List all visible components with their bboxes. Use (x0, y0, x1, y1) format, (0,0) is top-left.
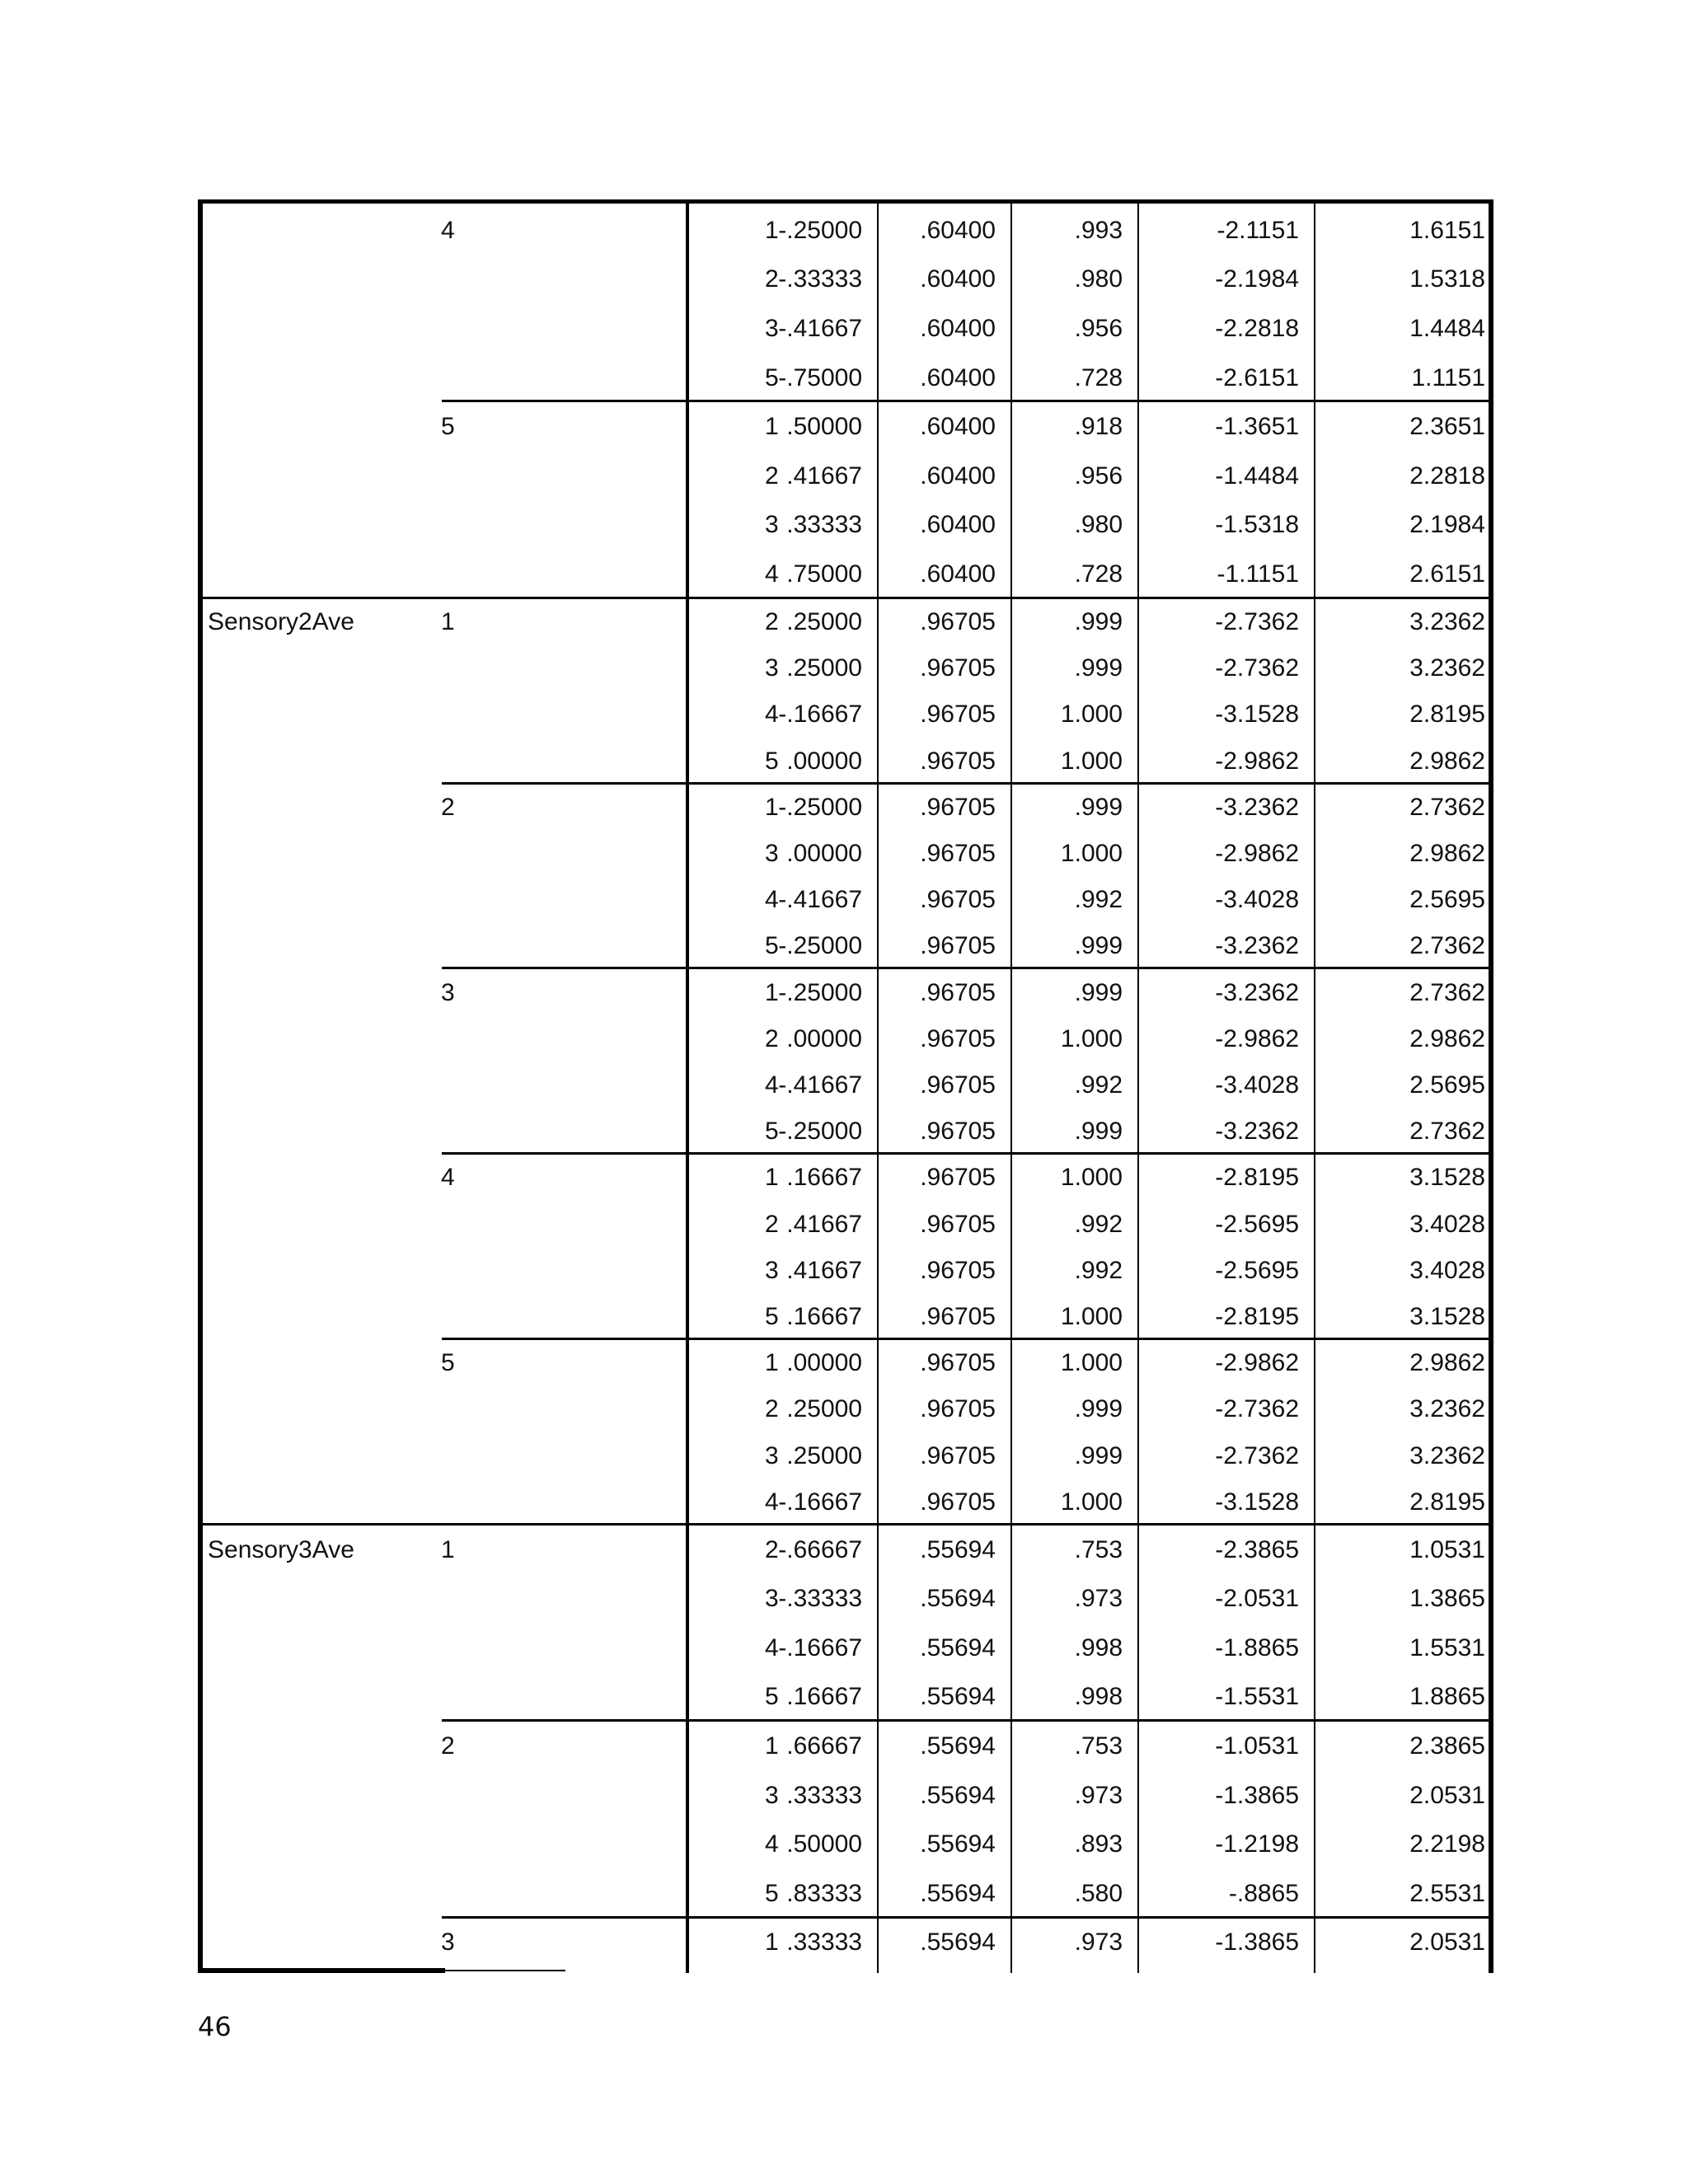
upper-bound: 2.7362 (1409, 793, 1485, 821)
j-level: 4 (765, 1488, 779, 1516)
lower-bound: -.8865 (1228, 1879, 1299, 1907)
j-level: 3 (765, 315, 779, 342)
lower-bound: -2.7362 (1215, 1441, 1299, 1469)
upper-bound: 2.9862 (1409, 1024, 1485, 1052)
std-error: .96705 (920, 654, 996, 682)
j-level: 3 (765, 1256, 779, 1284)
std-error: .55694 (920, 1585, 996, 1613)
std-error: .55694 (920, 1633, 996, 1661)
upper-bound: 2.9862 (1409, 839, 1485, 867)
block-divider (442, 1152, 1493, 1155)
lower-bound: -2.8195 (1215, 1302, 1299, 1330)
lower-bound: -3.2362 (1215, 932, 1299, 960)
j-level: 5 (765, 747, 779, 775)
j-level: 3 (765, 654, 779, 682)
upper-bound: 1.1151 (1411, 363, 1485, 391)
upper-bound: 1.5531 (1409, 1633, 1485, 1661)
std-error: .96705 (920, 978, 996, 1006)
lower-bound: -1.3651 (1215, 413, 1299, 441)
std-error: .96705 (920, 1302, 996, 1330)
mean-difference: -.25000 (778, 978, 862, 1006)
significance: .973 (1074, 1781, 1123, 1809)
significance: .999 (1074, 978, 1123, 1006)
j-level: 2 (765, 607, 779, 635)
mean-difference: .41667 (786, 1210, 862, 1238)
j-level: 5 (765, 1683, 779, 1711)
mean-difference: .33333 (786, 1929, 862, 1957)
lower-bound: -3.4028 (1215, 1071, 1299, 1099)
j-level: 1 (765, 1164, 779, 1192)
significance: .998 (1074, 1633, 1123, 1661)
std-error: .96705 (920, 747, 996, 775)
block-divider (442, 1338, 1493, 1340)
table-column-divider (686, 199, 689, 1973)
upper-bound: 1.0531 (1409, 1535, 1485, 1563)
lower-bound: -3.2362 (1215, 793, 1299, 821)
std-error: .55694 (920, 1781, 996, 1809)
std-error: .96705 (920, 1395, 996, 1423)
j-level: 2 (765, 1024, 779, 1052)
j-level: 1 (765, 1929, 779, 1957)
std-error: .55694 (920, 1732, 996, 1760)
table-column-divider (198, 199, 203, 1973)
std-error: .60400 (920, 315, 996, 342)
significance: 1.000 (1060, 839, 1123, 867)
i-level: 1 (441, 607, 455, 635)
lower-bound: -3.4028 (1215, 886, 1299, 914)
table-column-divider (1010, 199, 1012, 1973)
upper-bound: 1.8865 (1409, 1683, 1485, 1711)
mean-difference: .41667 (786, 1256, 862, 1284)
table-column-divider (1489, 199, 1493, 1973)
lower-bound: -1.0531 (1215, 1732, 1299, 1760)
j-level: 4 (765, 560, 779, 588)
std-error: .96705 (920, 1441, 996, 1469)
group-label: Sensory3Ave (208, 1535, 354, 1563)
lower-bound: -1.8865 (1215, 1633, 1299, 1661)
mean-difference: .41667 (786, 462, 862, 490)
j-level: 3 (765, 511, 779, 539)
group-divider (198, 1523, 1493, 1526)
upper-bound: 2.5695 (1409, 886, 1485, 914)
mean-difference: -.33333 (778, 265, 862, 293)
i-level: 5 (441, 1349, 455, 1377)
mean-difference: .33333 (786, 1781, 862, 1809)
significance: .992 (1074, 1256, 1123, 1284)
upper-bound: 1.5318 (1409, 265, 1485, 293)
upper-bound: 3.1528 (1409, 1164, 1485, 1192)
j-level: 4 (765, 1830, 779, 1858)
j-level: 5 (765, 1879, 779, 1907)
j-level: 1 (765, 413, 779, 441)
j-level: 2 (765, 462, 779, 490)
std-error: .96705 (920, 1164, 996, 1192)
mean-difference: -.33333 (778, 1585, 862, 1613)
table-column-divider (877, 199, 879, 1973)
upper-bound: 2.7362 (1409, 978, 1485, 1006)
significance: .580 (1074, 1879, 1123, 1907)
lower-bound: -1.2198 (1215, 1830, 1299, 1858)
significance: .753 (1074, 1732, 1123, 1760)
std-error: .96705 (920, 932, 996, 960)
j-level: 2 (765, 1210, 779, 1238)
mean-difference: -.66667 (778, 1535, 862, 1563)
lower-bound: -1.4484 (1215, 462, 1299, 490)
upper-bound: 2.1984 (1409, 511, 1485, 539)
mean-difference: -.25000 (778, 793, 862, 821)
std-error: .96705 (920, 1118, 996, 1146)
std-error: .96705 (920, 1256, 996, 1284)
page-number: 46 (198, 2011, 232, 2042)
significance: .973 (1074, 1929, 1123, 1957)
upper-bound: 3.1528 (1409, 1302, 1485, 1330)
j-level: 5 (765, 1118, 779, 1146)
block-divider (442, 782, 1493, 785)
mean-difference: .25000 (786, 1441, 862, 1469)
significance: .728 (1074, 363, 1123, 391)
mean-difference: .75000 (786, 560, 862, 588)
lower-bound: -2.8195 (1215, 1164, 1299, 1192)
j-level: 1 (765, 978, 779, 1006)
block-divider (442, 1719, 1493, 1722)
lower-bound: -3.1528 (1215, 701, 1299, 729)
significance: 1.000 (1060, 701, 1123, 729)
lower-bound: -2.9862 (1215, 1349, 1299, 1377)
lower-bound: -2.6151 (1215, 363, 1299, 391)
j-level: 2 (765, 265, 779, 293)
significance: .956 (1074, 462, 1123, 490)
significance: .893 (1074, 1830, 1123, 1858)
upper-bound: 1.4484 (1409, 315, 1485, 342)
block-divider (442, 1970, 565, 1971)
upper-bound: 3.2362 (1409, 654, 1485, 682)
upper-bound: 2.9862 (1409, 1349, 1485, 1377)
lower-bound: -2.9862 (1215, 839, 1299, 867)
lower-bound: -2.5695 (1215, 1210, 1299, 1238)
table-bottom-border (198, 1968, 445, 1973)
upper-bound: 1.3865 (1409, 1585, 1485, 1613)
table-column-divider (1314, 199, 1315, 1973)
std-error: .55694 (920, 1830, 996, 1858)
mean-difference: -.25000 (778, 216, 862, 244)
mean-difference: .00000 (786, 839, 862, 867)
significance: .973 (1074, 1585, 1123, 1613)
upper-bound: 2.6151 (1409, 560, 1485, 588)
lower-bound: -3.2362 (1215, 1118, 1299, 1146)
lower-bound: -3.1528 (1215, 1488, 1299, 1516)
lower-bound: -2.3865 (1215, 1535, 1299, 1563)
j-level: 1 (765, 1349, 779, 1377)
significance: .999 (1074, 932, 1123, 960)
j-level: 3 (765, 1585, 779, 1613)
upper-bound: 3.4028 (1409, 1256, 1485, 1284)
mean-difference: -.25000 (778, 932, 862, 960)
significance: 1.000 (1060, 747, 1123, 775)
i-level: 5 (441, 413, 455, 441)
i-level: 2 (441, 793, 455, 821)
upper-bound: 2.9862 (1409, 747, 1485, 775)
j-level: 1 (765, 1732, 779, 1760)
std-error: .60400 (920, 511, 996, 539)
std-error: .60400 (920, 216, 996, 244)
lower-bound: -3.2362 (1215, 978, 1299, 1006)
mean-difference: .33333 (786, 511, 862, 539)
mean-difference: .50000 (786, 1830, 862, 1858)
std-error: .96705 (920, 839, 996, 867)
upper-bound: 2.7362 (1409, 932, 1485, 960)
j-level: 1 (765, 793, 779, 821)
lower-bound: -2.2818 (1215, 315, 1299, 342)
group-divider (198, 597, 1493, 599)
mean-difference: -.16667 (778, 701, 862, 729)
std-error: .60400 (920, 413, 996, 441)
lower-bound: -2.7362 (1215, 1395, 1299, 1423)
significance: .999 (1074, 793, 1123, 821)
significance: .999 (1074, 654, 1123, 682)
block-divider (442, 967, 1493, 969)
significance: .980 (1074, 511, 1123, 539)
j-level: 1 (765, 216, 779, 244)
lower-bound: -1.5531 (1215, 1683, 1299, 1711)
significance: .728 (1074, 560, 1123, 588)
significance: 1.000 (1060, 1164, 1123, 1192)
mean-difference: -.41667 (778, 315, 862, 342)
std-error: .96705 (920, 1210, 996, 1238)
table-column-divider (1137, 199, 1139, 1973)
upper-bound: 2.5695 (1409, 1071, 1485, 1099)
j-level: 5 (765, 1302, 779, 1330)
mean-difference: .00000 (786, 1024, 862, 1052)
significance: .918 (1074, 413, 1123, 441)
mean-difference: .16667 (786, 1302, 862, 1330)
significance: 1.000 (1060, 1024, 1123, 1052)
significance: .992 (1074, 886, 1123, 914)
j-level: 4 (765, 886, 779, 914)
mean-difference: .16667 (786, 1683, 862, 1711)
j-level: 3 (765, 1441, 779, 1469)
mean-difference: .66667 (786, 1732, 862, 1760)
lower-bound: -2.9862 (1215, 747, 1299, 775)
upper-bound: 2.7362 (1409, 1118, 1485, 1146)
j-level: 4 (765, 1071, 779, 1099)
std-error: .60400 (920, 265, 996, 293)
std-error: .96705 (920, 886, 996, 914)
upper-bound: 2.8195 (1409, 701, 1485, 729)
lower-bound: -2.0531 (1215, 1585, 1299, 1613)
std-error: .96705 (920, 701, 996, 729)
lower-bound: -2.1151 (1217, 216, 1299, 244)
std-error: .96705 (920, 1349, 996, 1377)
upper-bound: 2.3865 (1409, 1732, 1485, 1760)
mean-difference: -.16667 (778, 1633, 862, 1661)
i-level: 3 (441, 978, 455, 1006)
j-level: 2 (765, 1395, 779, 1423)
std-error: .55694 (920, 1879, 996, 1907)
lower-bound: -1.1151 (1217, 560, 1299, 588)
std-error: .96705 (920, 1488, 996, 1516)
std-error: .55694 (920, 1535, 996, 1563)
significance: .999 (1074, 1118, 1123, 1146)
std-error: .96705 (920, 607, 996, 635)
significance: .999 (1074, 1441, 1123, 1469)
std-error: .96705 (920, 1024, 996, 1052)
std-error: .96705 (920, 793, 996, 821)
i-level: 1 (441, 1535, 455, 1563)
mean-difference: .00000 (786, 1349, 862, 1377)
upper-bound: 3.4028 (1409, 1210, 1485, 1238)
block-divider (442, 1916, 1493, 1919)
upper-bound: 2.5531 (1409, 1879, 1485, 1907)
std-error: .96705 (920, 1071, 996, 1099)
j-level: 4 (765, 701, 779, 729)
i-level: 2 (441, 1732, 455, 1760)
j-level: 4 (765, 1633, 779, 1661)
i-level: 3 (441, 1929, 455, 1957)
upper-bound: 1.6151 (1409, 216, 1485, 244)
j-level: 5 (765, 932, 779, 960)
i-level: 4 (441, 1164, 455, 1192)
comparison-table (198, 199, 1493, 1973)
lower-bound: -1.5318 (1215, 511, 1299, 539)
significance: 1.000 (1060, 1349, 1123, 1377)
upper-bound: 2.0531 (1409, 1781, 1485, 1809)
block-divider (442, 400, 1493, 402)
lower-bound: -2.7362 (1215, 654, 1299, 682)
mean-difference: .16667 (786, 1164, 862, 1192)
significance: .980 (1074, 265, 1123, 293)
mean-difference: -.41667 (778, 1071, 862, 1099)
lower-bound: -1.3865 (1215, 1929, 1299, 1957)
lower-bound: -1.3865 (1215, 1781, 1299, 1809)
i-level: 4 (441, 216, 455, 244)
upper-bound: 3.2362 (1409, 1395, 1485, 1423)
mean-difference: .25000 (786, 607, 862, 635)
std-error: .60400 (920, 363, 996, 391)
lower-bound: -2.1984 (1215, 265, 1299, 293)
mean-difference: .25000 (786, 1395, 862, 1423)
mean-difference: .50000 (786, 413, 862, 441)
mean-difference: .25000 (786, 654, 862, 682)
table-top-border (198, 199, 1493, 204)
significance: .999 (1074, 1395, 1123, 1423)
std-error: .55694 (920, 1683, 996, 1711)
j-level: 2 (765, 1535, 779, 1563)
j-level: 5 (765, 363, 779, 391)
mean-difference: .83333 (786, 1879, 862, 1907)
j-level: 3 (765, 839, 779, 867)
significance: 1.000 (1060, 1302, 1123, 1330)
mean-difference: -.25000 (778, 1118, 862, 1146)
mean-difference: .00000 (786, 747, 862, 775)
upper-bound: 2.2818 (1409, 462, 1485, 490)
lower-bound: -2.5695 (1215, 1256, 1299, 1284)
significance: .992 (1074, 1210, 1123, 1238)
lower-bound: -2.9862 (1215, 1024, 1299, 1052)
upper-bound: 3.2362 (1409, 607, 1485, 635)
mean-difference: -.16667 (778, 1488, 862, 1516)
upper-bound: 3.2362 (1409, 1441, 1485, 1469)
mean-difference: -.41667 (778, 886, 862, 914)
upper-bound: 2.3651 (1409, 413, 1485, 441)
j-level: 3 (765, 1781, 779, 1809)
significance: .999 (1074, 607, 1123, 635)
std-error: .55694 (920, 1929, 996, 1957)
significance: .993 (1074, 216, 1123, 244)
significance: .998 (1074, 1683, 1123, 1711)
upper-bound: 2.8195 (1409, 1488, 1485, 1516)
upper-bound: 2.2198 (1409, 1830, 1485, 1858)
lower-bound: -2.7362 (1215, 607, 1299, 635)
std-error: .60400 (920, 560, 996, 588)
significance: 1.000 (1060, 1488, 1123, 1516)
upper-bound: 2.0531 (1409, 1929, 1485, 1957)
significance: .992 (1074, 1071, 1123, 1099)
significance: .956 (1074, 315, 1123, 342)
mean-difference: -.75000 (778, 363, 862, 391)
significance: .753 (1074, 1535, 1123, 1563)
group-label: Sensory2Ave (208, 607, 354, 635)
std-error: .60400 (920, 462, 996, 490)
